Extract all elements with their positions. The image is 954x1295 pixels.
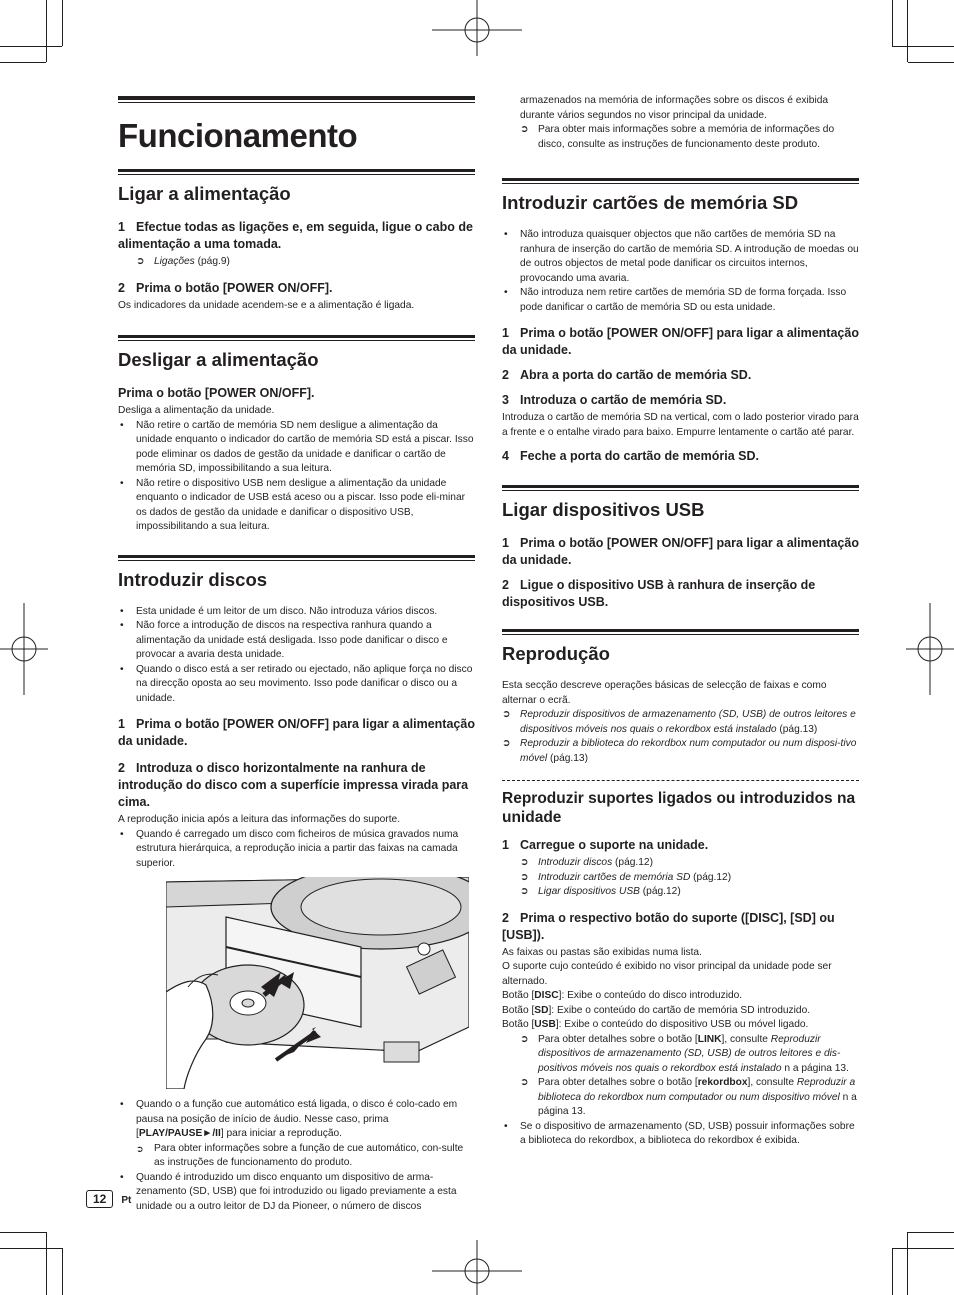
section-text: Esta secção descreve operações básicas de selecção de faixas e como alternar o ecrã. [502, 680, 827, 706]
section-heading: Introduzir discos [118, 568, 268, 590]
step-text: O suporte cujo conteúdo é exibido no visor principal da unidade pode ser alternado. [502, 961, 832, 987]
step-1: 1 Prima o botão [POWER ON/OFF] para ligar a alimentação da unidade. [502, 536, 859, 567]
section-reproducao [502, 629, 859, 766]
step-2: 2 Abra a porta do cartão de memória SD. [502, 368, 752, 382]
step-1: 1 Prima o botão [POWER ON/OFF] para ligar a alimentação da unidade. [118, 717, 475, 748]
arrow-icon: ➲ [502, 709, 511, 720]
arrow-icon: ➲ [520, 857, 529, 868]
dashed-divider [502, 780, 859, 781]
bullet-list [118, 828, 475, 872]
bullet-list [118, 1098, 475, 1214]
list-item: • Quando é introduzido um disco enquanto um dispositivo de arma-zenamento (SD, USB) que foi introduzido ou ligado previamente a esta unidade ou a outro leitor de DJ da Pioneer, o número de discos [118, 1171, 475, 1215]
step: Prima o botão [POWER ON/OFF]. [118, 386, 315, 400]
title-rule-thin [118, 102, 475, 103]
registration-mark [906, 603, 954, 695]
bullet-list [502, 228, 859, 315]
section-heading: Ligar a alimentação [118, 183, 291, 204]
section-heading: Desligar a alimentação [118, 349, 319, 370]
registration-mark [432, 0, 522, 56]
subsection-heading: Reproduzir suportes ligados ou introduzidos na unidade [502, 790, 856, 826]
arrow-icon: ➲ [520, 1077, 529, 1088]
reference: ➲ Introduzir discos (pág.12) [502, 856, 859, 871]
registration-mark [432, 1240, 522, 1295]
button-description: Botão [DISC]: Exibe o conteúdo do disco introduzido. [502, 990, 743, 1001]
crop-mark [892, 0, 893, 46]
step-1: 1 Efectue todas as ligações e, em seguida, ligue o cabo de alimentação a uma tomada. [118, 220, 473, 251]
section-heading: Reprodução [502, 643, 610, 664]
section-usb [502, 485, 859, 611]
page-number [86, 1190, 131, 1208]
reference: ➲ Reproduzir a biblioteca do rekordbox num computador ou num disposi-tivo móvel (pág.13) [502, 738, 857, 764]
crop-mark [892, 1248, 893, 1295]
section-discos [118, 555, 475, 1215]
step-1: 1 Carregue o suporte na unidade. [502, 838, 709, 852]
arrow-icon: ➲ [520, 1033, 529, 1045]
reference: ➲ Ligações (pág.9) [118, 255, 475, 270]
section-ligar [118, 169, 475, 313]
crop-mark [62, 0, 63, 46]
step-4: 4 Feche a porta do cartão de memória SD. [502, 449, 759, 463]
crop-mark [46, 1232, 47, 1295]
reference: ➲ Reproduzir dispositivos de armazenamento (SD, USB) de outros leitores e dispositivos móveis nos quais o rekordbox está instalado (pág.13) [502, 709, 856, 735]
list-item: • Não retire o dispositivo USB nem desligue a alimentação da unidade enquanto o indicador de USB está aceso ou a piscar. Isso pode eli-minar os dados de gestão da unidade e danificar o dispositivo USB, impossibilitando a sua leitura. [118, 477, 475, 535]
page-title: Funcionamento [118, 117, 358, 154]
list-item: • Quando é carregado um disco com ficheiros de música gravados numa estrutura hierárquica, a reprodução inicia a partir das faixas na camada superior. [118, 828, 475, 872]
list-item: • Quando o a função cue automático está ligada, o disco é colo-cado em pausa na posição de início de áudio. Nesse caso, prima [PLAY/PAUSE►/II] para iniciar a reprodução. [118, 1098, 475, 1142]
button-description: Botão [USB]: Exibe o conteúdo do dispositivo USB ou móvel ligado. [502, 1019, 809, 1030]
list-item: • Quando o disco está a ser retirado ou ejectado, não aplique força no disco na direcção oposta ao seu movimento. Isso pode danificar o disco ou a unidade. [118, 663, 475, 707]
bullet-list [118, 419, 475, 535]
section-desligar [118, 335, 475, 535]
step-2: 2 Prima o respectivo botão do suporte ([DISC], [SD] ou [USB]). [502, 910, 835, 942]
language-code: Pt [121, 1195, 132, 1206]
list-item: • Esta unidade é um leitor de um disco. Não introduza vários discos. [118, 605, 475, 620]
arrow-icon: ➲ [520, 124, 529, 135]
crop-mark [908, 1232, 954, 1233]
list-item: ➲ Para obter informações sobre a função de cue automático, con-sulte as instruções de funcionamento do produto. [118, 1142, 475, 1171]
button-description: Botão [SD]: Exibe o conteúdo do cartão de memória SD introduzido. [502, 1004, 811, 1016]
list-item: • Não introduza quaisquer objectos que não cartões de memória SD na ranhura de inserção do cartão de memória SD. A introdução de moedas ou de outros objectos de metal pode danificar os circuitos internos, provocando uma avaria. [502, 228, 859, 286]
bullet-list [118, 605, 475, 707]
reference: ➲ Para obter detalhes sobre o botão [LINK], consulte Reproduzir dispositivos de armazenamento (SD, USB) de outros leitores e dis-positivos móveis nos quais o rekordbox está instalado n a página 13. [520, 1033, 849, 1074]
crop-mark [908, 62, 954, 63]
step-text: Os indicadores da unidade acendem-se e a alimentação é ligada. [118, 299, 415, 311]
reference: ➲ Ligar dispositivos USB (pág.12) [502, 885, 859, 900]
arrow-icon: ➲ [520, 871, 529, 883]
crop-mark [62, 1248, 63, 1295]
crop-mark [0, 1232, 46, 1233]
reference: ➲ Introduzir cartões de memória SD (pág.12) [502, 871, 859, 886]
arrow-icon: ➲ [136, 256, 145, 267]
step-text: A reprodução inicia após a leitura das informações do suporte. [118, 814, 401, 825]
registration-mark [0, 603, 48, 695]
title-rule [118, 96, 475, 100]
section-sd [502, 178, 859, 465]
crop-mark [907, 0, 908, 62]
arrow-icon: ➲ [502, 738, 511, 749]
section-heading: Introduzir cartões de memória SD [502, 192, 799, 213]
crop-mark [0, 1248, 62, 1249]
section-heading: Ligar dispositivos USB [502, 499, 705, 520]
step-1: 1 Prima o botão [POWER ON/OFF] para ligar a alimentação da unidade. [502, 326, 859, 357]
step-2: 2 Ligue o dispositivo USB à ranhura de inserção de dispositivos USB. [502, 578, 816, 609]
crop-mark [0, 62, 46, 63]
list-item: • Não force a introdução de discos na respectiva ranhura quando a alimentação da unidade está desligada. Isso pode danificar o disco e provocar a avaria desta unidade. [118, 619, 475, 663]
list-item: • Não introduza nem retire cartões de memória SD de forma forçada. Isso pode danificar o cartão de memória SD ou esta unidade. [502, 286, 859, 315]
crop-mark [0, 46, 62, 47]
step-3: 3 Introduza o cartão de memória SD. [502, 393, 727, 407]
arrow-icon: ➲ [520, 886, 529, 897]
left-column [118, 96, 475, 1214]
right-column [502, 94, 859, 1149]
page-number-box: 12 [86, 1190, 113, 1208]
step-2: 2 Prima o botão [POWER ON/OFF]. [118, 280, 333, 295]
crop-mark [907, 1232, 908, 1295]
step-text: Desliga a alimentação da unidade. [118, 405, 275, 416]
section-suportes [502, 789, 859, 1149]
crop-mark [46, 0, 47, 62]
crop-mark [892, 1248, 954, 1249]
list-item: • Não retire o cartão de memória SD nem desligue a alimentação da unidade enquanto o indicador do cartão de memória SD está a piscar. Isso pode eliminar os dados de gestão da unidade e danificar o cartão de memória SD, impossibilitando a sua leitura. [118, 419, 475, 477]
step-text: Introduza o cartão de memória SD na vertical, com o lado posterior virado para a frente e o entalhe virado para baixo. Empurre lentamente o cartão até parar. [502, 412, 859, 438]
bullet-list [502, 1120, 859, 1149]
continued-text: armazenados na memória de informações sobre os discos é exibida durante vários segundos no visor principal da unidade. [520, 95, 829, 121]
crop-mark [892, 46, 954, 47]
reference: ➲ Para obter detalhes sobre o botão [rekordbox], consulte Reproduzir a biblioteca do rekordbox num computador ou num dispositivo móvel n a página 13. [520, 1077, 857, 1117]
list-item: • Se o dispositivo de armazenamento (SD, USB) possuir informações sobre a biblioteca do rekordbox, a biblioteca do rekordbox é exibida. [502, 1120, 859, 1149]
step-text: As faixas ou pastas são exibidas numa lista. [502, 946, 702, 958]
step-2: 2 Introduza o disco horizontalmente na ranhura de introdução do disco com a superfície impressa virada para cima. [118, 761, 469, 809]
disc-insertion-illustration [166, 877, 469, 1089]
reference: ➲ Para obter mais informações sobre a memória de informações do disco, consulte as instruções de funcionamento deste produto. [520, 124, 835, 150]
